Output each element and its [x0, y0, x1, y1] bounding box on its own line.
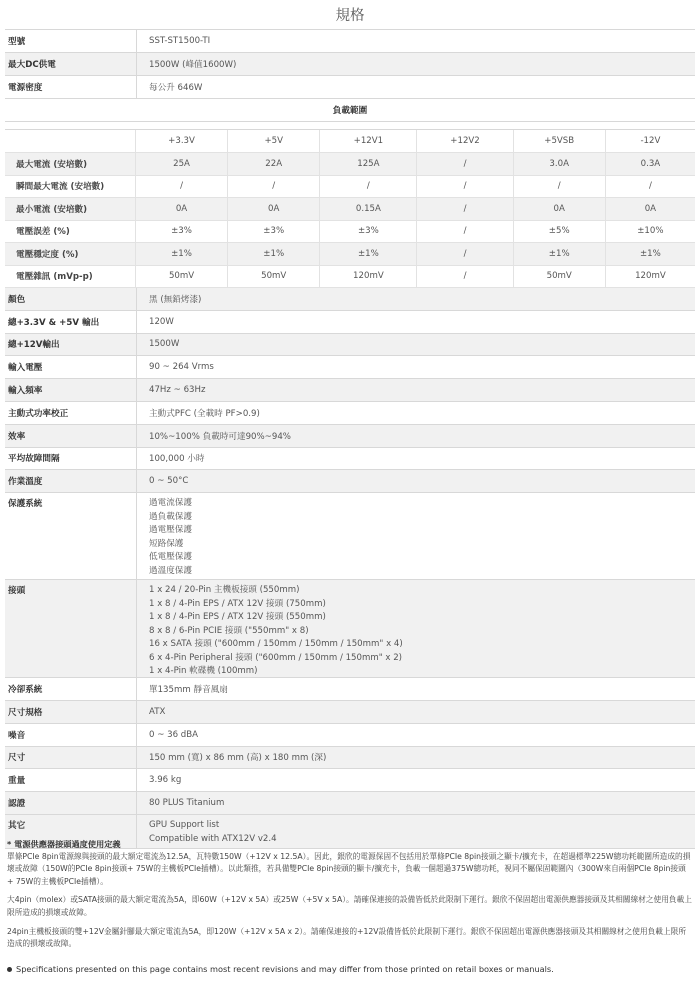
protection-item: 過電壓保護 — [149, 525, 192, 536]
spec-label: 其它 — [8, 820, 26, 831]
connector-item: 16 x SATA 接頭 ("600mm / 150mm / 150mm / 150mm" x 4) — [149, 639, 403, 650]
spec-label: 總+12V輸出 — [8, 340, 60, 351]
load-cell: 22A — [227, 153, 319, 175]
spec-label: 輸入電壓 — [8, 363, 43, 374]
spec-value: ATX — [136, 701, 695, 723]
spec-label: 認證 — [8, 799, 26, 810]
load-cell: ±1% — [605, 243, 695, 265]
load-cell: 0A — [513, 198, 605, 220]
load-header-cell: +3.3V — [135, 130, 227, 152]
spec-value: 150 mm (寬) x 86 mm (高) x 180 mm (深) — [136, 747, 695, 769]
load-cell: 120mV — [605, 266, 695, 288]
connector-list — [136, 580, 695, 677]
spec-label: 尺寸規格 — [8, 707, 43, 718]
load-row — [5, 221, 695, 244]
spec-value: 80 PLUS Titanium — [136, 792, 695, 814]
spec-row — [5, 724, 695, 747]
spec-value: SST-ST1500-TI — [136, 30, 695, 52]
spec-row-connectors — [5, 580, 695, 678]
load-cell: / — [227, 176, 319, 198]
load-cell: 120mV — [319, 266, 416, 288]
spec-row — [5, 311, 695, 334]
load-cell: 25A — [135, 153, 227, 175]
load-range-title: 負載範圍 — [5, 99, 695, 122]
spec-row — [5, 470, 695, 493]
spec-row — [5, 379, 695, 402]
load-row — [5, 153, 695, 176]
protection-item: 短路保護 — [149, 538, 184, 549]
load-cell: / — [416, 243, 512, 265]
load-header-cell: -12V — [605, 130, 695, 152]
load-row-label: 最小電流 (安培數) — [16, 204, 88, 215]
spec-label: 最大DC供電 — [8, 60, 56, 70]
protection-item: 過電流保護 — [149, 498, 192, 509]
protection-list — [136, 493, 695, 579]
spec-label: 保護系統 — [8, 499, 43, 510]
spec-value: 90 ~ 264 Vrms — [136, 356, 695, 378]
notes-paragraph: 24pin主機板接頭的雙+12V金屬針腳最大額定電流為5A，即120W（+12V x 5A x 2）。請確保連接的+12V設備皆低於此限制下運行。銀欣不保固超出電源供應器接頭及其相關線材之使用負載上限所造成的損壞或故障。 — [7, 926, 687, 949]
connector-item: 1 x 24 / 20-Pin 主機板接頭 (550mm) — [149, 585, 300, 596]
load-row — [5, 266, 695, 289]
spec-value: 3.96 kg — [136, 769, 695, 791]
load-cell: 0A — [227, 198, 319, 220]
notes-paragraph: 單條PCIe 8pin電源線與接頭的最大額定電流為12.5A，瓦特數150W（+12V x 12.5A）。因此，銀欣的電源保固不包括用於單條PCIe 8pin接頭之顯卡/擴充卡，在超過標準225W總功耗範圍所造成的損壞或故障（150W的PCIe 8pin接頭+ 75W的主機板PCIe插槽）。以此類推，若具備雙PCIe 8pin接頭的顯卡/擴充卡，負載一個超過375W總功耗，視同不屬保固範圍內（300W來自兩個PCIe 8pin接頭 + 75W的主機板PCIe插槽）。 — [7, 851, 691, 886]
spec-label: 總+3.3V & +5V 輸出 — [8, 317, 100, 328]
load-cell: / — [416, 176, 512, 198]
spec-group-b — [5, 678, 695, 815]
load-cell: 0A — [605, 198, 695, 220]
footnote — [7, 964, 693, 974]
spec-value: 1500W — [136, 334, 695, 356]
load-cell: / — [416, 266, 512, 288]
spec-value: 0 ~ 50°C — [136, 470, 695, 492]
spec-value: 單135mm 靜音風扇 — [136, 678, 695, 700]
load-cell: ±1% — [513, 243, 605, 265]
spec-row-power-density — [5, 76, 695, 99]
load-cell: 0.3A — [605, 153, 695, 175]
spec-label: 效率 — [8, 431, 26, 442]
notes-title: * 電源供應器接頭過度使用定義 — [7, 839, 121, 849]
load-cell: 125A — [319, 153, 416, 175]
protection-item: 低電壓保護 — [149, 552, 192, 563]
spec-row — [5, 747, 695, 770]
notes-section — [7, 838, 693, 951]
spec-value: 47Hz ~ 63Hz — [136, 379, 695, 401]
spec-value: 1500W (峰值1600W) — [136, 53, 695, 75]
load-cell: ±1% — [135, 243, 227, 265]
load-header-cell: +12V1 — [319, 130, 416, 152]
load-cell: / — [416, 198, 512, 220]
spec-row-max-dc — [5, 53, 695, 76]
spec-value: 0 ~ 36 dBA — [136, 724, 695, 746]
load-row — [5, 243, 695, 266]
load-header-cell: +5V — [227, 130, 319, 152]
spec-value: 每公升 646W — [136, 76, 695, 98]
notes-paragraph: 大4pin（molex）或SATA接頭的最大額定電流為5A，即60W（+12V x 5A）或25W（+5V x 5A）。請確保連接的設備皆低於此限制下運行。銀欣不保固超出電源供應器接頭及其相關線材之使用負載上限所造成的損壞或故障。 — [7, 895, 692, 917]
spec-row — [5, 769, 695, 792]
spec-label: 電源密度 — [8, 83, 43, 93]
spec-value: 120W — [136, 311, 695, 333]
load-cell: / — [319, 176, 416, 198]
load-cell: ±1% — [319, 243, 416, 265]
load-cell: / — [416, 221, 512, 243]
spec-row — [5, 701, 695, 724]
load-row-label: 瞬間最大電流 (安培數) — [16, 182, 105, 193]
load-header-cell — [5, 130, 135, 152]
spec-label: 重量 — [8, 776, 26, 787]
spec-value: 10%~100% 負載時可達90%~94% — [136, 425, 695, 447]
load-header-cell: +5VSB — [513, 130, 605, 152]
spec-row — [5, 425, 695, 448]
load-cell: ±3% — [135, 221, 227, 243]
spec-label: 輸入頻率 — [8, 386, 43, 397]
spec-label: 噪音 — [8, 730, 26, 741]
load-row-label: 最大電流 (安培數) — [16, 159, 88, 170]
load-row — [5, 176, 695, 199]
spec-row — [5, 792, 695, 815]
connector-item: 6 x 4-Pin Peripheral 接頭 ("600mm / 150mm / 150mm" x 2) — [149, 652, 403, 663]
spec-table — [5, 29, 695, 849]
load-cell: / — [513, 176, 605, 198]
load-cell: ±5% — [513, 221, 605, 243]
spec-label: 尺寸 — [8, 753, 26, 764]
load-cell: 50mV — [513, 266, 605, 288]
load-cell: 50mV — [135, 266, 227, 288]
protection-item: 過溫度保護 — [149, 565, 192, 576]
protection-item: 過負載保護 — [149, 511, 192, 522]
load-header-cell: +12V2 — [416, 130, 512, 152]
spec-row — [5, 678, 695, 701]
spec-group-a — [5, 288, 695, 493]
load-cell: / — [605, 176, 695, 198]
load-header-row — [5, 130, 695, 153]
load-cell: ±1% — [227, 243, 319, 265]
load-cell: 50mV — [227, 266, 319, 288]
load-cell: ±3% — [227, 221, 319, 243]
spec-label: 型號 — [8, 37, 26, 47]
spec-row-protection — [5, 493, 695, 580]
spacer — [5, 122, 695, 130]
load-cell: ±3% — [319, 221, 416, 243]
spec-row — [5, 356, 695, 379]
spec-row-model — [5, 30, 695, 53]
load-row-label: 電壓誤差 (%) — [16, 227, 70, 238]
spec-row — [5, 402, 695, 425]
spec-value: 黑 (無鉛烤漆) — [136, 288, 695, 310]
spec-row — [5, 334, 695, 357]
spec-row — [5, 288, 695, 311]
other-item: Compatible with ATX12V v2.4 — [149, 833, 277, 844]
load-cell: / — [135, 176, 227, 198]
connector-item: 8 x 8 / 6-Pin PCIE 接頭 ("550mm" x 8) — [149, 625, 309, 636]
load-cell: 0A — [135, 198, 227, 220]
load-row-label: 電壓穩定度 (%) — [16, 249, 79, 260]
load-cell: 3.0A — [513, 153, 605, 175]
spec-label: 顏色 — [8, 294, 26, 305]
load-row — [5, 198, 695, 221]
spec-label: 接頭 — [8, 586, 26, 597]
bullet-icon — [7, 967, 12, 972]
footnote-text: Specifications presented on this page contains most recent revisions and may differ from those printed on retail boxes or manuals. — [16, 964, 554, 974]
load-row-label: 電壓雜訊 (mVp-p) — [16, 272, 93, 283]
load-range-table — [5, 130, 695, 288]
load-cell: 0.15A — [319, 198, 416, 220]
connector-item: 1 x 4-Pin 軟碟機 (100mm) — [149, 666, 258, 677]
connector-item: 1 x 8 / 4-Pin EPS / ATX 12V 接頭 (550mm) — [149, 612, 326, 623]
spec-value: 100,000 小時 — [136, 448, 695, 470]
load-cell: / — [416, 153, 512, 175]
spec-label: 平均故障間隔 — [8, 454, 60, 465]
spec-label: 冷卻系統 — [8, 685, 43, 696]
spec-row — [5, 448, 695, 471]
connector-item: 1 x 8 / 4-Pin EPS / ATX 12V 接頭 (750mm) — [149, 598, 326, 609]
spec-label: 主動式功率校正 — [8, 408, 69, 419]
other-item: GPU Support list — [149, 819, 220, 830]
spec-value: 主動式PFC (全載時 PF>0.9) — [136, 402, 695, 424]
load-cell: ±10% — [605, 221, 695, 243]
spec-label: 作業溫度 — [8, 477, 43, 488]
page-title: 規格 — [335, 8, 365, 24]
